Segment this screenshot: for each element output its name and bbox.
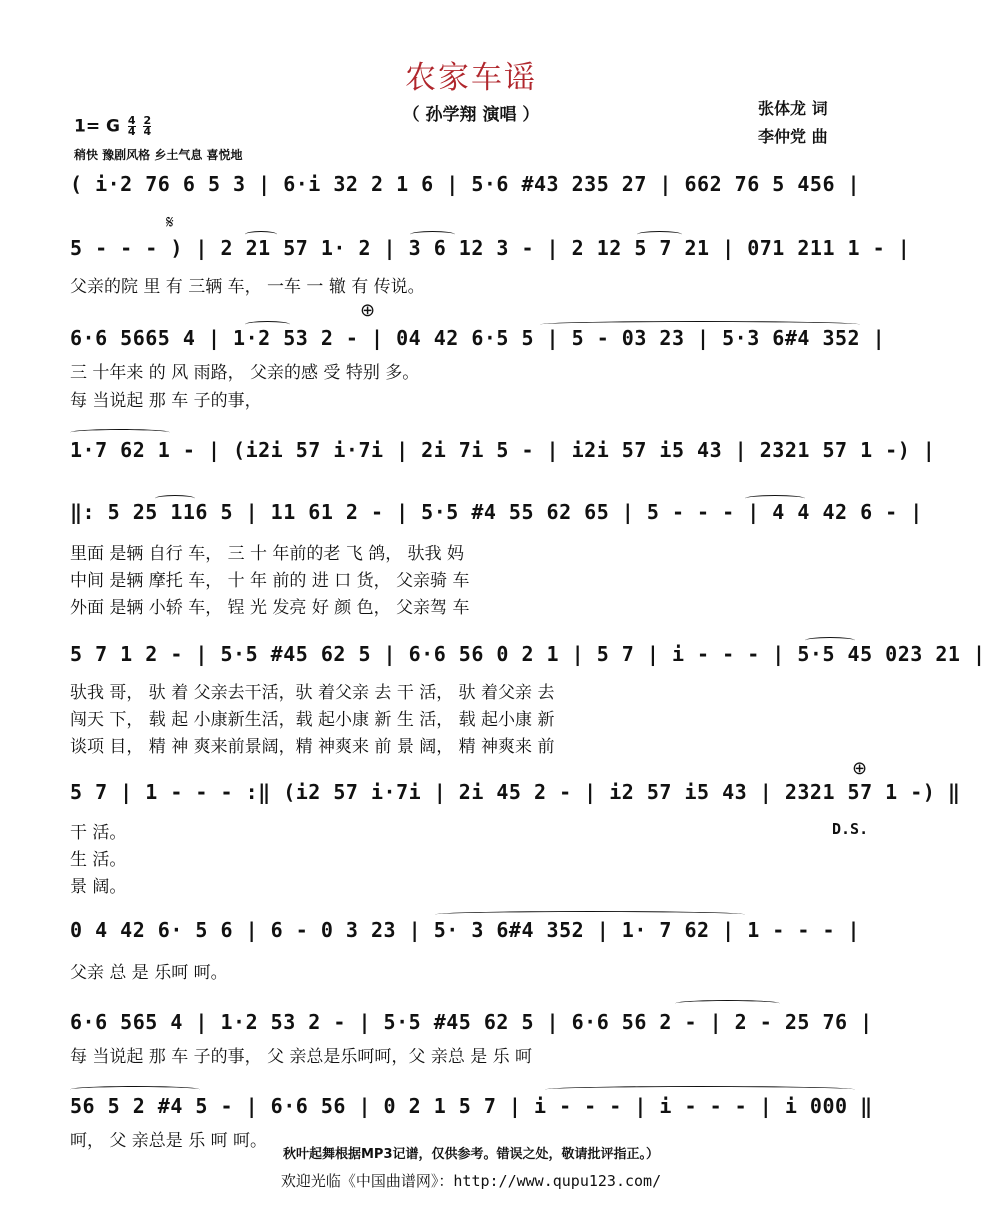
notation-line-1: ( i·2 76 6 5 3 | 6·i 32 2 1 6 | 5·6 #43 235 27 | 662 76 5 456 |	[70, 172, 861, 196]
slur-mark	[540, 321, 860, 328]
dal-segno-marking: D.S.	[832, 820, 869, 838]
slur-mark	[745, 495, 805, 502]
slur-mark	[435, 911, 745, 918]
lyric-line-7-verse-1: 干 活。	[70, 823, 127, 843]
key-signature	[74, 116, 151, 137]
notation-line-5: ‖: 5 25 116 5 | 11 61 2 - | 5·5 #4 55 62 65 | 5 - - - | 4 4 42 6 - |	[70, 500, 923, 524]
footer-note: 秋叶起舞根据MP3记谱，仅供参考。错误之处，敬请批评指正。）	[282, 1147, 659, 1162]
time-signature-1: $\frac{4}{4}$	[127, 114, 136, 138]
lyric-line-2-verse-1: 父亲的院 里 有 三辆 车， 一车 一 辙 有 传说。	[70, 277, 425, 297]
slur-mark	[545, 1086, 855, 1093]
lyric-line-6-verse-3: 谈项 目， 精 神 爽来前景阔，精 神爽来 前 景 阔， 精 神爽来 前	[70, 737, 555, 757]
lyric-line-5-verse-1: 里面 是辆 自行 车， 三 十 年前的老 飞 鸽， 驮我 妈	[70, 544, 465, 564]
notation-line-2: 5 - - - ) | 2 21 57 1· 2 | 3 6 12 3 - | 2 12 5 7 21 | 071 211 1 - |	[70, 236, 911, 260]
page-title: 农家车谣	[405, 60, 537, 96]
coda-symbol: ⊕	[360, 300, 376, 321]
lyric-line-3-verse-2: 每 当说起 那 车 子的事，	[70, 391, 262, 411]
performer-subtitle: （ 孙学翔 演唱 ）	[402, 105, 540, 125]
style-marking: 稍快 豫剧风格 乡土气息 喜悦地	[74, 148, 243, 162]
notation-line-10: 56 5 2 #4 5 - | 6·6 56 | 0 2 1 5 7 | i - - - | i - - - | i 000 ‖	[70, 1094, 873, 1118]
notation-line-6: 5 7 1 2 - | 5·5 #45 62 5 | 6·6 56 0 2 1 | 5 7 | i - - - | 5·5 45 023 21 |	[70, 642, 986, 666]
slur-mark	[245, 231, 277, 238]
lyric-line-7-verse-3: 景 阔。	[70, 877, 127, 897]
lyric-line-5-verse-2: 中间 是辆 摩托 车， 十 年 前的 进 口 货， 父亲骑 车	[70, 571, 470, 591]
notation-line-3: 6·6 5665 4 | 1·2 53 2 - | 04 42 6·5 5 | 5 - 03 23 | 5·3 6#4 352 |	[70, 326, 886, 350]
coda-symbol-end: ⊕	[852, 758, 868, 779]
time-signature-2: $\frac{2}{4}$	[143, 114, 152, 138]
lyric-line-3-verse-1: 三 十年来 的 风 雨路， 父亲的感 受 特别 多。	[70, 363, 420, 383]
lyric-line-6-verse-1: 驮我 哥， 驮 着 父亲去干活，驮 着父亲 去 干 活， 驮 着父亲 去	[70, 683, 555, 703]
lyric-line-5-verse-3: 外面 是辆 小轿 车， 锃 光 发亮 好 颜 色， 父亲驾 车	[70, 598, 470, 618]
footer-site-link[interactable]: 欢迎光临《中国曲谱网》：http://www.qupu123.com/	[280, 1172, 662, 1190]
slur-mark	[410, 231, 455, 238]
slur-mark	[675, 1000, 780, 1007]
composer-credit: 李仲党 曲	[758, 127, 828, 146]
notation-line-8: 0 4 42 6· 5 6 | 6 - 0 3 23 | 5· 3 6#4 352 | 1· 7 62 | 1 - - - |	[70, 918, 861, 942]
slur-mark	[70, 1086, 200, 1093]
notation-line-9: 6·6 565 4 | 1·2 53 2 - | 5·5 #45 62 5 | 6·6 56 2 - | 2 - 25 76 |	[70, 1010, 873, 1034]
lyric-line-7-verse-2: 生 活。	[70, 850, 127, 870]
segno-symbol: 𝄋	[166, 212, 174, 233]
slur-mark	[70, 429, 170, 436]
lyric-line-8-verse-1: 父亲 总 是 乐呵 呵。	[70, 963, 228, 983]
lyric-line-10-verse-1: 呵， 父 亲总是 乐 呵 呵。	[70, 1131, 268, 1151]
slur-mark	[637, 231, 682, 238]
slur-mark	[805, 637, 855, 644]
notation-line-4: 1·7 62 1 - | (i2i 57 i·7i | 2i 7i 5 - | i2i 57 i5 43 | 2321 57 1 -) |	[70, 438, 936, 462]
slur-mark	[155, 495, 195, 502]
lyric-line-9-verse-1: 每 当说起 那 车 子的事， 父 亲总是乐呵呵，父 亲总 是 乐 呵	[70, 1047, 533, 1067]
notation-line-7: 5 7 | 1 - - - :‖ (i2 57 i·7i | 2i 45 2 - | i2 57 i5 43 | 2321 57 1 -) ‖	[70, 780, 961, 804]
slur-mark	[245, 321, 290, 328]
lyric-line-6-verse-2: 闯天 下， 载 起 小康新生活，载 起小康 新 生 活， 载 起小康 新	[70, 710, 555, 730]
key-label: 1= G	[74, 116, 120, 137]
lyricist-credit: 张体龙 词	[758, 99, 828, 118]
